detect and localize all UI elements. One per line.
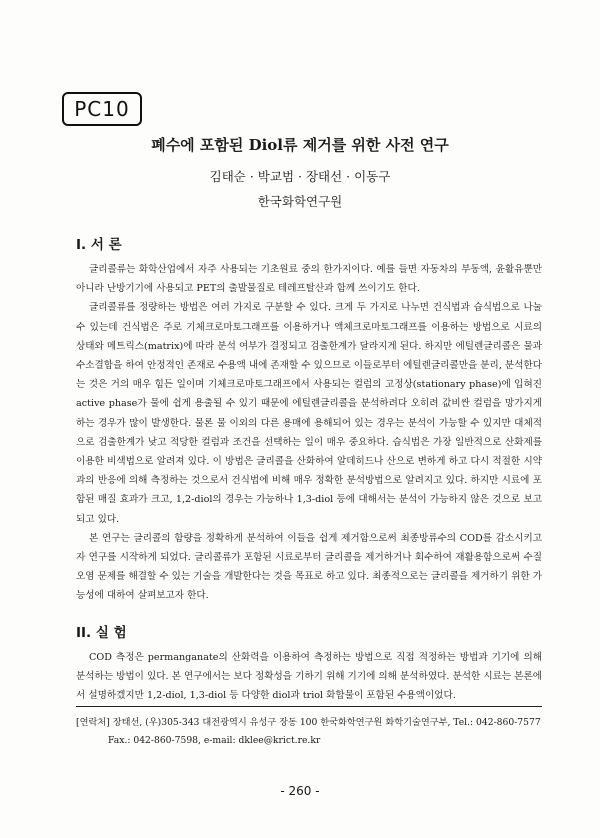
paragraph: 글리콜류를 정량하는 방법은 여러 가지로 구분할 수 있다. 크게 두 가지로 나누면 건식법과 습식법으로 나눌 수 있는데 건식법은 주로 기체크로마토그래프를 이용하거나 액체크로마토그래프를 이용하는 방법으로 시료의 상태와 메트릭스(matrix)에 따라 분석 여부가 결정되고 검출한계가 달라지게 된다. 하지만 에틸렌글리콜은 물과 수소결합을 하여 안정적인 존재로 수용액 내에 존재할 수 있으므로 이들로부터 에틸렌글리콜만을 분리, 분석한다는 것은 거의 매우 힘든 일이며 기체크로마토그래프에서 사용되는 컬럼의 고정상(stationary phase)에 입혀진 active phase가 물에 쉽게 용출될 수 있기 때문에 에틸렌글리콜을 분석하려다 오히려 값비싼 컬럼을 망가지게 하는 경우가 많이 발생한다. 물론 물 이외의 다른 용매에 용해되어 있는 경우는 분석이 가능할 수 있지만 대체적으로 검출한계가 낮고 적당한 컬럼과 조건을 선택하는 일이 매우 중요하다. 습식법은 가장 일반적으로 산화제를 이용한 비색법으로 알려져 있다. 이 방법은 글리콜을 산화하여 알데히드나 산으로 변하게 하고 다시 적절한 시약과의 반응에 의해 측정하는 것으로서 건식법에 비해 매우 정확한 분석방법으로 알려지고 있다. 하지만 시료에 포함된 매질 효과가 크고, 1,2-diol의 경우는 가능하나 1,3-diol 등에 대해서는 분석이 가능하지 않은 것으로 보고되고 있다. (76, 302, 542, 525)
footnote-divider (76, 706, 542, 707)
author-list: 김태순 · 박교범 · 장태선 · 이동구 (209, 169, 391, 184)
section-heading-introduction: I. 서 론 (76, 237, 122, 253)
poster-code: PC10 (74, 97, 130, 121)
paragraph: 글리콜류는 화학산업에서 자주 사용되는 기초원료 중의 한가지이다. 예를 들면 자동차의 부동액, 윤활유뿐만 아니라 난방기기에 사용되고 PET의 출발물질로 테레프탈산과 함께 쓰이기도 한다. (76, 264, 542, 295)
affiliation: 한국화학연구원 (257, 194, 343, 209)
paragraph: 본 연구는 글리콜의 함량을 정확하게 분석하여 이들을 쉽게 제거함으로써 최종방류수의 COD를 감소시키고자 연구를 시작하게 되었다. 글리콜류가 포함된 시료로부터 글리콜을 제거하거나 회수하여 재활용함으로써 수질오염 문제를 해결할 수 있는 기술을 개발한다는 것을 목표로 하고 있다. 최종적으로는 글리콜을 제거하기 위한 가능성에 대하여 살펴보고자 한다. (76, 532, 542, 602)
contact-line-fax-email: Fax.: 042-860-7598, e-mail: dklee@krict.re.kr (108, 735, 321, 746)
section-body-introduction (76, 260, 542, 606)
paragraph: COD 측정은 permanganate의 산화력을 이용하여 측정하는 방법으로 직접 적정하는 방법과 기기에 의해 분석하는 방법이 있다. 본 연구에서는 보다 정확성을 기하기 위해 기기에 의해 분석하였다. 분석한 시료는 본론에서 설명하겠지만 1,2-diol, 1,3-diol 등 다양한 diol과 triol 화합물이 포함된 수용액이었다. (76, 652, 542, 702)
paper-title: 폐수에 포함된 Diol류 제거를 위한 사전 연구 (151, 136, 449, 154)
section-body-experiment (76, 648, 542, 706)
poster-code-box (62, 92, 142, 126)
section-heading-experiment: II. 실 험 (76, 625, 127, 641)
page-number: - 260 - (280, 784, 320, 798)
contact-line-address: [연락처] 장태선, (우)305-343 대전광역시 유성구 장동 100 한국화학연구원 화학기술연구부, Tel.: 042-860-7577 (76, 717, 541, 728)
contact-info (76, 714, 546, 750)
